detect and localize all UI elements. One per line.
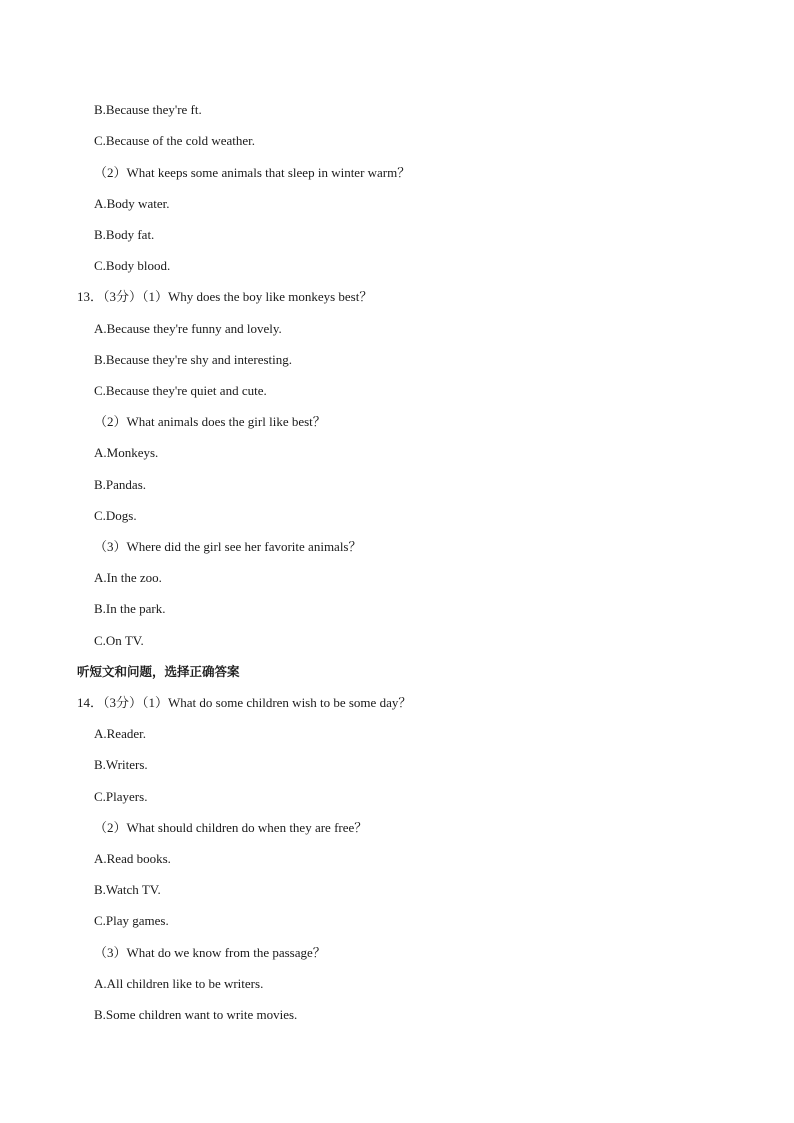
option-text: B.Body fat.: [94, 227, 155, 242]
option-text: A.Reader.: [94, 726, 146, 741]
option-text: C.Because they're quiet and cute.: [94, 383, 267, 398]
option-text: A.Monkeys.: [94, 445, 159, 460]
option-text: B.Some children want to write movies.: [94, 1007, 298, 1022]
sub-question: （2）What keeps some animals that sleep in winter warm？: [94, 165, 411, 180]
option-text: A.In the zoo.: [94, 570, 162, 585]
option-text: C.Body blood.: [94, 258, 171, 273]
option-text: C.Players.: [94, 789, 148, 804]
sub-question: （2）What animals does the girl like best？: [94, 414, 326, 429]
sub-question: （3）Where did the girl see her favorite animals？: [94, 539, 362, 554]
question-header: 13．（3分）（1）Why does the boy like monkeys best？: [77, 289, 373, 304]
option-text: B.Because they're ft.: [94, 102, 202, 117]
question-header: 14．（3分）（1）What do some children wish to be some day？: [77, 695, 412, 710]
option-text: C.On TV.: [94, 633, 144, 648]
option-text: C.Because of the cold weather.: [94, 133, 255, 148]
option-text: A.All children like to be writers.: [94, 976, 264, 991]
option-text: C.Play games.: [94, 913, 169, 928]
option-text: C.Dogs.: [94, 508, 137, 523]
option-text: A.Read books.: [94, 851, 171, 866]
option-text: B.Pandas.: [94, 477, 146, 492]
option-text: B.Because they're shy and interesting.: [94, 352, 293, 367]
option-text: A.Because they're funny and lovely.: [94, 321, 282, 336]
sub-question: （3）What do we know from the passage？: [94, 945, 326, 960]
option-text: B.In the park.: [94, 601, 166, 616]
sub-question: （2）What should children do when they are free？: [94, 820, 368, 835]
option-text: B.Writers.: [94, 757, 148, 772]
option-text: B.Watch TV.: [94, 882, 161, 897]
option-text: A.Body water.: [94, 196, 170, 211]
section-title: 听短文和问题，选择正确答案: [77, 664, 240, 679]
